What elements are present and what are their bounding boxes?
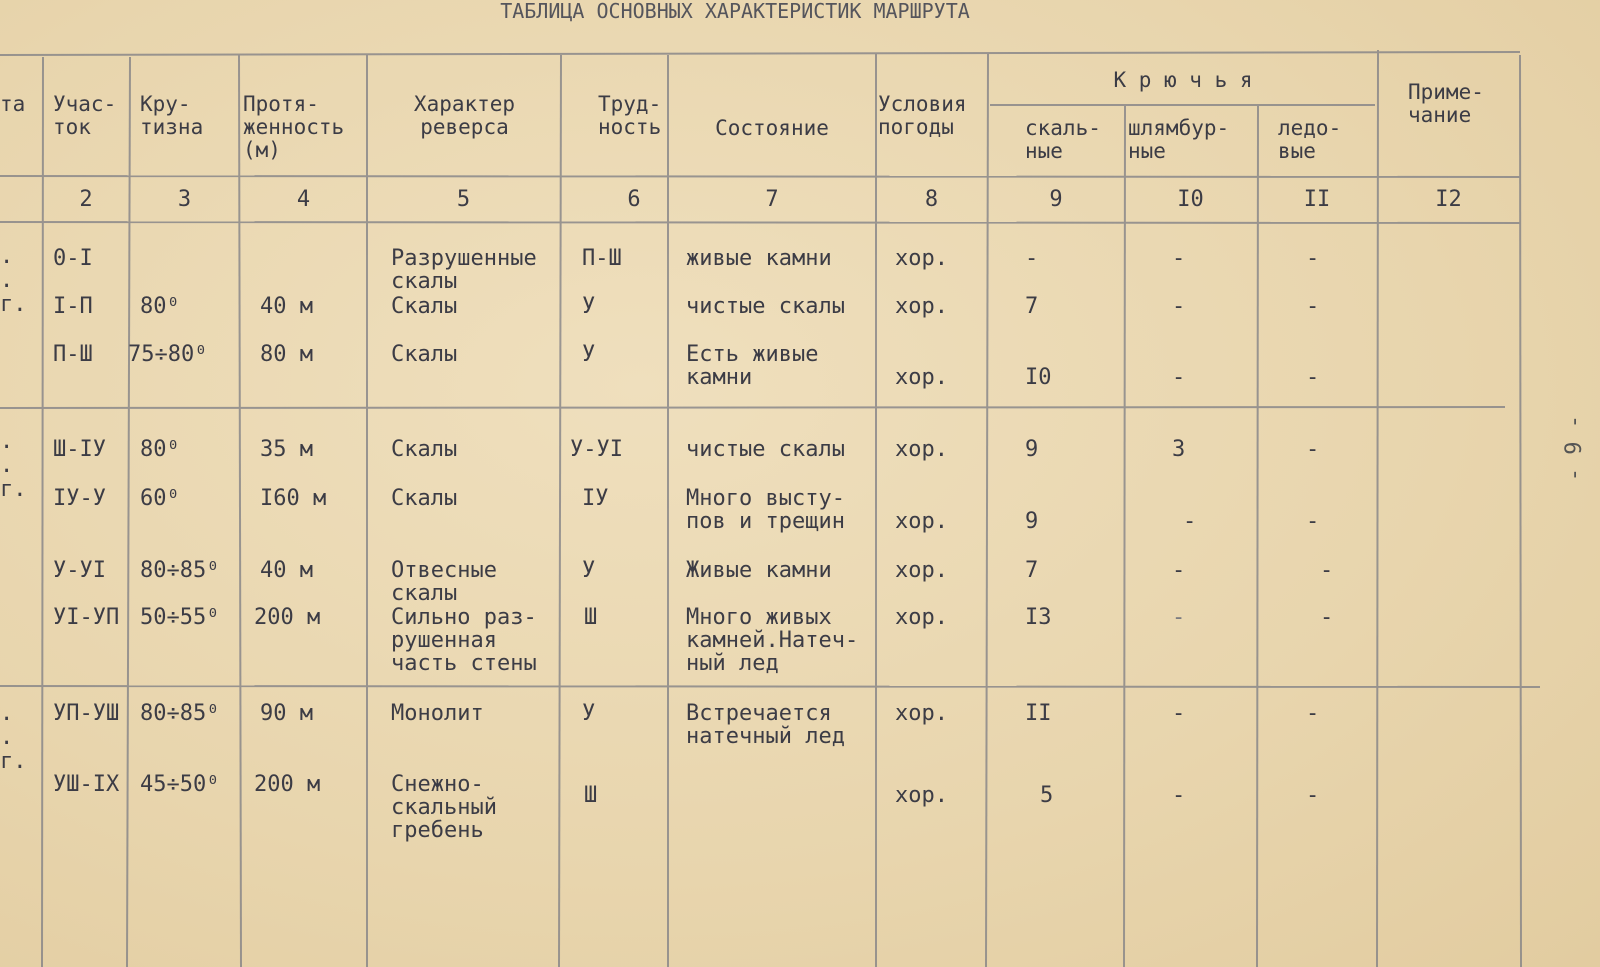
cell-krutizna: 45÷50⁰ <box>140 772 220 797</box>
cell-pogoda: хор. <box>895 365 948 390</box>
cell-trudnost: У <box>582 342 596 367</box>
cell-protyazhennost: 200 м <box>254 772 321 797</box>
header-shlyambur: шлямбур- ные <box>1128 116 1230 163</box>
cell-pogoda: хор. <box>895 294 948 319</box>
cell-pogoda: хор. <box>895 558 948 583</box>
cell-trudnost: У-УI <box>570 437 623 462</box>
cell-ledovye: - <box>1306 509 1320 534</box>
cell-ledovye: - <box>1306 294 1320 319</box>
cell-shlyambur: 3 <box>1172 437 1186 462</box>
colnum-2: 2 <box>79 187 93 212</box>
colnum-3: 3 <box>177 187 192 212</box>
header-ledovye: ледо- вые <box>1278 116 1342 163</box>
cell-pogoda: хор. <box>895 701 948 726</box>
cell-ledovye: - <box>1306 365 1320 390</box>
header-harakter: Характер реверса <box>413 92 516 139</box>
cell-skalnye: 9 <box>1025 437 1039 462</box>
page-title: ТАБЛИЦА ОСНОВНЫХ ХАРАКТЕРИСТИК МАРШРУТА <box>500 0 970 23</box>
cell-trudnost: У <box>582 558 596 583</box>
cell-harakter: Скалы <box>391 437 458 462</box>
cell-sostoyanie: живые камни <box>686 246 832 271</box>
header-col1: та <box>0 92 26 116</box>
cell-ledovye: - <box>1306 783 1320 808</box>
page-number: - 9 - <box>1562 415 1587 482</box>
cell-sostoyanie: Встречается натечный лед <box>686 701 845 749</box>
cell-ledovye: - <box>1306 701 1320 726</box>
cell-protyazhennost: 80 м <box>260 342 313 367</box>
cell-uchastok: УI-УП <box>53 605 120 630</box>
cell-harakter: Отвесные скалы <box>391 558 497 606</box>
cell-harakter: Монолит <box>391 701 484 726</box>
header-trudnost: Труд- ность <box>598 92 662 139</box>
cell-trudnost: У <box>582 294 596 319</box>
cell-sostoyanie: чистые скалы <box>686 437 845 462</box>
header-pogoda: Условия погоды <box>878 92 967 139</box>
cell-trudnost: У <box>582 701 596 726</box>
cell-krutizna: 80÷85⁰ <box>140 558 220 583</box>
cell-shlyambur: - <box>1183 509 1197 534</box>
cell-trudnost: Ш <box>584 783 598 808</box>
cell-shlyambur: - <box>1172 246 1186 271</box>
cell-trudnost: Ш <box>584 605 598 630</box>
day-mark-3: . . г. <box>0 701 27 774</box>
colnum-9: 9 <box>1049 187 1063 212</box>
header-uchastok: Учас- ток <box>53 92 117 139</box>
cell-pogoda: хор. <box>895 437 948 462</box>
cell-krutizna: 80÷85⁰ <box>140 701 220 726</box>
cell-uchastok: I-П <box>53 294 93 319</box>
cell-krutizna: 80⁰ <box>140 294 180 319</box>
colnum-11: II <box>1303 187 1331 212</box>
cell-uchastok: УП-УШ <box>53 701 120 726</box>
cell-sostoyanie: Много живых камней.Натеч- ный лед <box>686 605 859 676</box>
cell-uchastok: IУ-У <box>53 486 106 511</box>
colnum-4: 4 <box>296 187 311 212</box>
cell-protyazhennost: 40 м <box>260 294 313 319</box>
cell-shlyambur: - <box>1172 365 1186 390</box>
cell-ledovye: - <box>1320 605 1334 630</box>
cell-ledovye: - <box>1320 558 1334 583</box>
cell-skalnye: I3 <box>1025 605 1052 630</box>
header-protyazhennost: Протя- женность (м) <box>243 92 345 162</box>
header-sostoyanie: Состояние <box>715 116 829 140</box>
cell-skalnye: I0 <box>1025 365 1052 390</box>
cell-harakter: Снежно- скальный гребень <box>391 772 497 843</box>
colnum-10: I0 <box>1177 187 1204 212</box>
cell-shlyambur: - <box>1172 605 1186 630</box>
cell-krutizna: 75÷80⁰ <box>128 342 208 367</box>
cell-protyazhennost: 200 м <box>254 605 321 630</box>
header-krutizna: Кру- тизна <box>140 92 204 139</box>
cell-harakter: Скалы <box>391 342 458 367</box>
cell-sostoyanie: Много высту- пов и трещин <box>686 486 845 534</box>
cell-skalnye: 7 <box>1025 558 1039 583</box>
header-primechanie: Приме- чание <box>1408 80 1484 127</box>
cell-krutizna: 60⁰ <box>140 486 180 511</box>
cell-krutizna: 50÷55⁰ <box>140 605 220 630</box>
cell-trudnost: П-Ш <box>582 246 622 271</box>
cell-shlyambur: - <box>1172 701 1186 726</box>
cell-skalnye: 5 <box>1040 783 1054 808</box>
cell-protyazhennost: 35 м <box>260 437 313 462</box>
cell-shlyambur: - <box>1172 294 1186 319</box>
colnum-8: 8 <box>924 187 939 212</box>
cell-sostoyanie: Живые камни <box>686 558 832 583</box>
cell-pogoda: хор. <box>895 783 948 808</box>
cell-harakter: Сильно раз- рушенная часть стены <box>391 605 537 676</box>
cell-harakter: Разрушенные скалы <box>391 246 537 294</box>
cell-skalnye: - <box>1025 246 1039 271</box>
cell-harakter: Скалы <box>391 294 458 319</box>
cell-sostoyanie: чистые скалы <box>686 294 845 319</box>
day-mark-2: . . г. <box>0 429 27 502</box>
cell-uchastok: П-Ш <box>53 342 93 367</box>
cell-protyazhennost: 90 м <box>260 701 313 726</box>
header-skalnye: скаль- ные <box>1025 116 1101 163</box>
cell-harakter: Скалы <box>391 486 458 511</box>
cell-trudnost: IУ <box>582 486 609 511</box>
header-hooks: К р ю ч ь я <box>1113 68 1253 92</box>
cell-uchastok: 0-I <box>53 246 93 271</box>
cell-skalnye: II <box>1025 701 1052 726</box>
cell-uchastok: УШ-IX <box>53 772 120 797</box>
cell-krutizna: 80⁰ <box>140 437 180 462</box>
colnum-12: I2 <box>1435 187 1462 212</box>
day-mark-1: . . г. <box>0 244 27 317</box>
colnum-7: 7 <box>765 187 779 212</box>
cell-shlyambur: - <box>1172 783 1186 808</box>
cell-protyazhennost: I60 м <box>260 486 327 511</box>
colnum-6: 6 <box>627 187 641 212</box>
cell-pogoda: хор. <box>895 509 948 534</box>
cell-protyazhennost: 40 м <box>260 558 313 583</box>
cell-ledovye: - <box>1306 246 1320 271</box>
cell-uchastok: Ш-IУ <box>53 437 106 462</box>
cell-skalnye: 7 <box>1025 294 1039 319</box>
colnum-5: 5 <box>456 187 471 212</box>
cell-skalnye: 9 <box>1025 509 1039 534</box>
cell-shlyambur: - <box>1172 558 1186 583</box>
cell-pogoda: хор. <box>895 605 948 630</box>
cell-uchastok: У-УI <box>53 558 106 583</box>
cell-ledovye: - <box>1306 437 1320 462</box>
cell-sostoyanie: Есть живые камни <box>686 342 819 390</box>
cell-pogoda: хор. <box>895 246 948 271</box>
